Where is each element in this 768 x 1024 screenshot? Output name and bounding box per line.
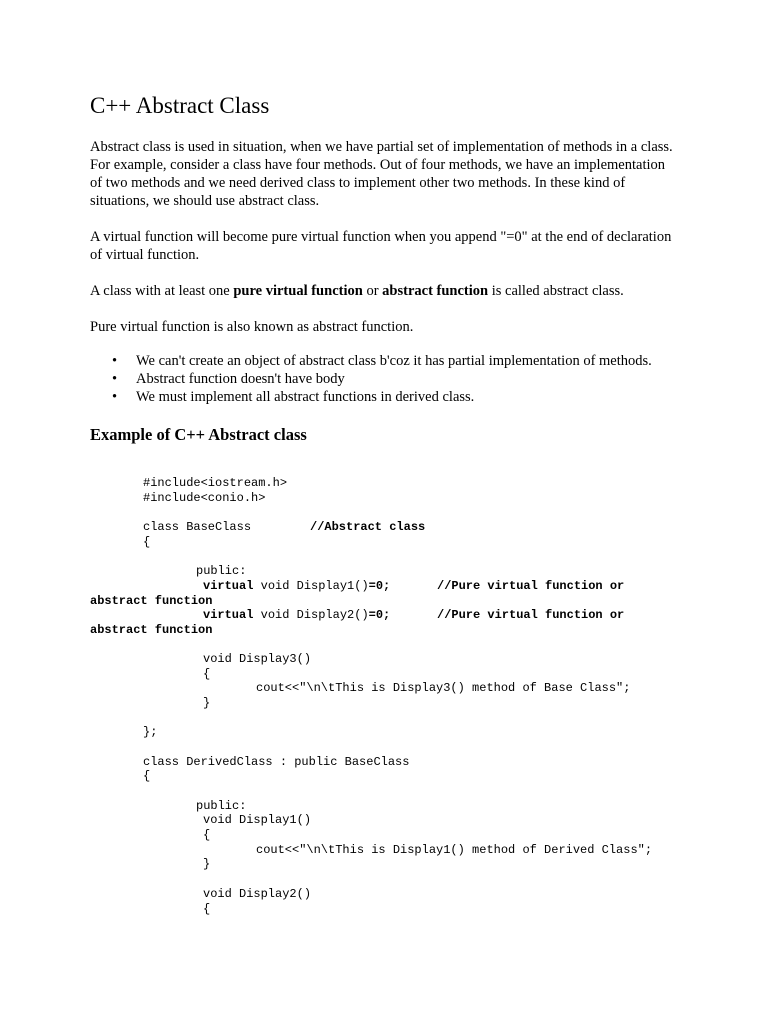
code-pure-comment: [437, 608, 624, 623]
intro-paragraph: Abstract class is used in situation, when we have partial set of implementation of methods in a class. For example, consider a class have four methods. Out of four methods, we have an implementation of two methods and we need derived class to implement other two methods. In these kind of situations, we should use abstract class.: [90, 139, 673, 209]
page-title: C++ Abstract Class: [90, 93, 270, 118]
code-close-brace: }: [203, 696, 211, 710]
definition-middle: or: [362, 283, 383, 299]
code-open-brace: {: [203, 667, 211, 681]
definition-suffix: is called abstract class.: [488, 283, 624, 299]
code-open-brace: {: [143, 769, 151, 783]
list-item: [90, 352, 710, 370]
list-item-text: We can't create an object of abstract class b'coz it has partial implementation of methods.: [136, 353, 652, 369]
list-item: [90, 388, 710, 406]
list-item-text: We must implement all abstract functions in derived class.: [136, 389, 475, 405]
code-pure-comment-continued-text: abstract function: [90, 623, 213, 637]
example-heading: Example of C++ Abstract class: [90, 425, 307, 444]
code-display1-pure-decl: [203, 579, 390, 594]
code-display3-signature: void Display3(): [203, 652, 312, 666]
code-virtual-keyword: virtual: [203, 579, 254, 593]
code-open-brace: {: [143, 535, 151, 549]
list-item: [90, 370, 710, 388]
code-open-brace: {: [203, 902, 211, 916]
code-class-end: };: [143, 725, 158, 739]
code-pure-suffix: =0;: [368, 608, 391, 622]
definition-paragraph: [90, 282, 680, 300]
code-display2-signature: void Display2(): [203, 887, 312, 901]
code-base-class-decl: class BaseClass: [143, 520, 252, 534]
code-display1-signature: void Display1(): [203, 813, 312, 827]
definition-prefix: A class with at least one: [90, 283, 234, 299]
code-open-brace: {: [203, 828, 211, 842]
code-display3-body: cout<<"\n\tThis is Display3() method of Base Class";: [256, 681, 631, 695]
code-public-label: public:: [196, 564, 247, 578]
code-close-brace: }: [203, 857, 211, 871]
code-pure-comment-continued-text: abstract function: [90, 594, 213, 608]
code-pure-suffix: =0;: [368, 579, 391, 593]
code-derived-class-decl: class DerivedClass : public BaseClass: [143, 755, 410, 769]
alias-paragraph: Pure virtual function is also known as abstract function.: [90, 319, 414, 335]
code-pure-comment-continued: [90, 594, 212, 609]
definition-bold-term-1: pure virtual function: [233, 283, 363, 299]
code-display1-body: cout<<"\n\tThis is Display1() method of Derived Class";: [256, 843, 653, 857]
bullet-icon: •: [112, 353, 118, 369]
code-display2-signature: void Display2(): [253, 608, 369, 622]
code-abstract-comment-text: //Abstract class: [310, 520, 426, 534]
code-display2-pure-decl: [203, 608, 390, 623]
code-pure-comment-text: //Pure virtual function or: [437, 579, 625, 593]
bullet-list: [90, 352, 710, 406]
bullet-icon: •: [112, 389, 118, 405]
code-include-conio: #include<conio.h>: [143, 491, 266, 505]
code-pure-comment-continued: [90, 623, 212, 638]
definition-bold-term-2: abstract function: [382, 283, 489, 299]
code-include-iostream: #include<iostream.h>: [143, 476, 288, 490]
list-item-text: Abstract function doesn't have body: [136, 371, 345, 387]
virtual-function-paragraph: A virtual function will become pure virtual function when you append "=0" at the end of declaration of virtual function.: [90, 229, 672, 263]
code-public-label: public:: [196, 799, 247, 813]
code-display1-signature: void Display1(): [253, 579, 369, 593]
code-pure-comment-text: //Pure virtual function or: [437, 608, 625, 622]
code-virtual-keyword: virtual: [203, 608, 254, 622]
bullet-icon: •: [112, 371, 118, 387]
code-abstract-comment: [310, 520, 425, 535]
code-pure-comment: [437, 579, 624, 594]
